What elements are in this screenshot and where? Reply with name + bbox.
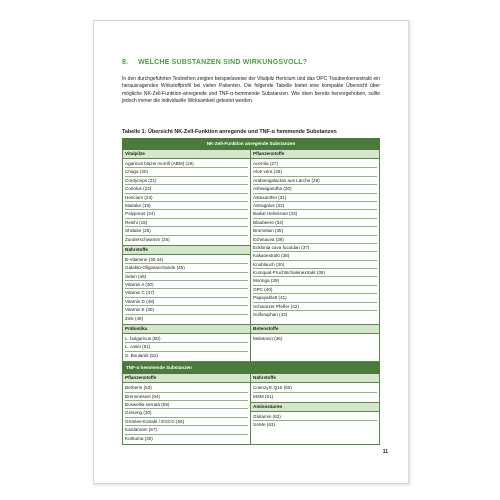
table-row <box>122 325 380 362</box>
tnf-section-title: TNF-α hemmende Substanzen <box>122 362 380 374</box>
praebiotika-header: Präbiotika <box>123 325 250 334</box>
list-item: Echinacea (36) <box>253 236 377 244</box>
list-item: L. bulgaricus (50) <box>125 335 248 343</box>
list-item: Aloe vera (28) <box>253 168 377 176</box>
list-item: L. casei (51) <box>125 343 248 351</box>
list-item: Polyporus (24) <box>125 210 248 218</box>
aminosaeuren-header: Aminosäuren <box>251 402 379 412</box>
list-item: Coenzym Q10 (60) <box>253 384 377 392</box>
vitalpilze-header: Vitalpilze <box>123 150 250 159</box>
table-row <box>122 374 380 445</box>
pflanzenstoffe-nk-header: Pflanzenstoffe <box>251 150 379 159</box>
section-heading <box>122 59 307 66</box>
list-item: OPC (40) <box>253 286 377 294</box>
pflanzenstoffe-tnf-header: Pflanzenstoffe <box>123 374 250 383</box>
list-item: Blaubeere (34) <box>253 219 377 227</box>
pflanzenstoffe-tnf-list <box>123 383 250 444</box>
list-item: Glutamin (62) <box>253 413 377 421</box>
naehrstoffe-tnf-header: Nährstoffe <box>251 374 379 383</box>
list-item: Kakaoextrakt (38) <box>253 252 377 260</box>
list-item: Melatonin (36) <box>253 336 283 342</box>
botenstoffe-cell <box>251 325 380 362</box>
nk-section-title: NK-Zell-Funktion anregende Substanzen <box>122 138 380 150</box>
list-item: Hericium (23) <box>125 194 248 202</box>
aminosaeuren-list <box>251 412 379 431</box>
list-item: Shiitake (25) <box>125 227 248 235</box>
list-item: Kumquat-Fruchtschalenextrakt (39) <box>253 269 377 277</box>
botenstoffe-list <box>251 334 379 344</box>
list-item: Coriolus (22) <box>125 185 248 193</box>
list-item: Berberin (53) <box>125 384 248 392</box>
table-caption: Tabelle 1: Übersicht NK-Zell-Funktion anregende und TNF-α hemmende Substanzen <box>122 129 337 135</box>
pflanzenstoffe-nk-list <box>251 159 379 320</box>
praebiotika-list <box>123 334 250 361</box>
list-item: Vitamin C (47) <box>125 289 248 297</box>
list-item: Agaricus blazei murrill (ABM) (19) <box>125 160 248 168</box>
section-number: 8. <box>122 59 129 66</box>
document-page <box>93 20 409 484</box>
list-item: Vitamin A (30) <box>125 281 248 289</box>
list-item: S. Boulardii (52) <box>125 352 158 358</box>
list-item: Vitamin D (48) <box>125 298 248 306</box>
list-item: Astaxanthin (31) <box>253 194 377 202</box>
list-item: B-Vitamine (30,44) <box>125 256 248 264</box>
list-item: Astragalus (32) <box>253 202 377 210</box>
pflanzenstoffe-tnf-cell <box>122 374 251 445</box>
naehrstoffe-tnf-cell <box>251 374 380 445</box>
vitalpilze-list <box>123 159 250 245</box>
list-item: Moringa (39) <box>253 277 377 285</box>
list-item: MSM (61) <box>253 393 274 399</box>
page-number: 11 <box>382 449 388 455</box>
vitalpilze-cell <box>122 150 251 325</box>
list-item: Acerola (27) <box>253 160 377 168</box>
list-item: Brennnessel (54) <box>125 393 248 401</box>
section-title: WELCHE SUBSTANZEN SIND WIRKUNGSVOLL? <box>138 59 308 66</box>
list-item: Reishi (19) <box>125 219 248 227</box>
table-row <box>122 150 380 325</box>
substance-table <box>122 138 380 445</box>
intro-paragraph: In den durchgeführten Testreihen zeigten beispielsweise der Vitalpilz Hericium und das OPC Traubenkernextrakt ein herausragendes Wirkstoffprofil bei vielen Patienten. Die folgende Tabelle bietet eine kompakte Übersicht über mögliche NK-Zell-Funktion-anregende und TNF-α-hemmende Substanzen. Wie oben bereits hervorgehoben, sollte jedoch immer die individuelle Wirksamkeit getestet werden. <box>122 76 380 104</box>
list-item: Bromelain (35) <box>253 227 377 235</box>
list-item: Schwarzer Pfeffer (42) <box>253 303 377 311</box>
list-item: Arabinogalactan aus Lärche (29) <box>253 177 377 185</box>
list-item: Sulforaphan (43) <box>253 312 288 318</box>
list-item: Maitake (19) <box>125 202 248 210</box>
list-item: Papayablatt (41) <box>253 294 377 302</box>
list-item: Kardamom (57) <box>125 426 248 434</box>
list-item: Baikal Helmkraut (33) <box>253 210 377 218</box>
naehrstoffe-nk-list <box>123 255 250 324</box>
pflanzenstoffe-nk-cell <box>251 150 380 325</box>
list-item: Zink (49) <box>125 315 144 321</box>
list-item: Cordyceps (21) <box>125 177 248 185</box>
naehrstoffe-nk-header: Nährstoffe <box>123 245 250 255</box>
list-item: Zunderschwamm (26) <box>125 236 170 242</box>
list-item: Galakto-Oligosaccharide (45) <box>125 264 248 272</box>
list-item: Selen (46) <box>125 273 248 281</box>
list-item: Vitamin E (30) <box>125 306 248 314</box>
list-item: Chaga (20) <box>125 168 248 176</box>
praebiotika-cell <box>122 325 251 362</box>
list-item: Grüntee-Extrakt / EGCG (56) <box>125 418 248 426</box>
list-item: Boswellia serrata (55) <box>125 401 248 409</box>
botenstoffe-header: Botenstoffe <box>251 325 379 334</box>
list-item: SAMe (63) <box>253 422 275 428</box>
list-item: Ecklonia cava fucoidan (37) <box>253 244 377 252</box>
naehrstoffe-tnf-list <box>251 383 379 402</box>
list-item: Ashwagandha (30) <box>253 185 377 193</box>
list-item: Ginseng (30) <box>125 409 248 417</box>
list-item: Knoblauch (30) <box>253 261 377 269</box>
list-item: Kurkuma (30) <box>125 435 153 441</box>
